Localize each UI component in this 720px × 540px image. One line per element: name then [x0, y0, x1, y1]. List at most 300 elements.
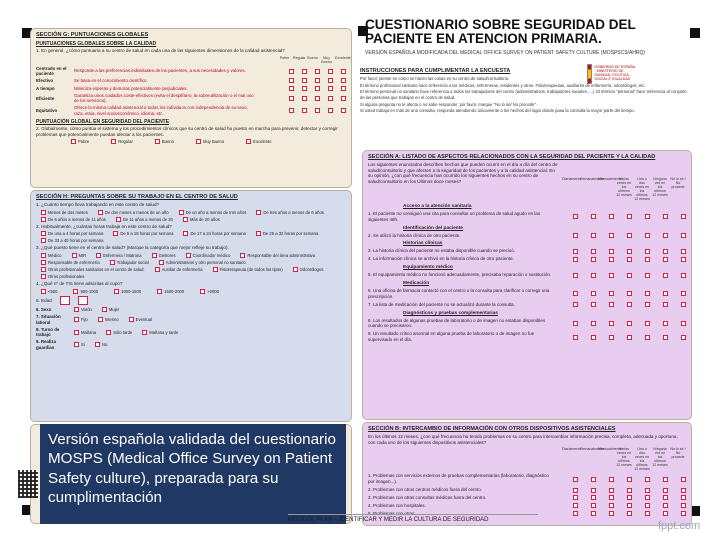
- checkbox[interactable]: [609, 273, 614, 278]
- checkbox[interactable]: [681, 477, 686, 482]
- checkbox[interactable]: [98, 317, 103, 322]
- checkbox[interactable]: [681, 488, 686, 493]
- checkbox[interactable]: [591, 214, 596, 219]
- checkbox[interactable]: [41, 253, 46, 258]
- checkbox[interactable]: [591, 511, 596, 516]
- checkbox[interactable]: [627, 291, 632, 296]
- checkbox[interactable]: [609, 257, 614, 262]
- checkbox[interactable]: [102, 307, 107, 312]
- checkbox[interactable]: [315, 86, 320, 91]
- question: 4. ¿Qué nº de TIS tiene adscritas al cupo?: [36, 281, 123, 287]
- row-label: A tiempo: [36, 85, 55, 91]
- option-label: Enfermera / Matrona: [103, 253, 142, 259]
- checkbox[interactable]: [627, 503, 632, 508]
- page-footer: MEDICOL PLAN – IDENTIFICAR Y MEDIR LA CULTURA DE SEGURIDAD: [288, 514, 538, 523]
- checkbox[interactable]: [573, 511, 578, 516]
- option-group: [31, 230, 351, 244]
- option-label: Sólo tarde: [113, 329, 133, 335]
- checkbox[interactable]: [627, 273, 632, 278]
- scale-option: Excelente: [253, 139, 272, 145]
- checkbox[interactable]: [645, 495, 650, 500]
- registration-mark-top-right: [690, 28, 700, 38]
- checkbox[interactable]: [681, 511, 686, 516]
- checkbox[interactable]: [328, 108, 333, 113]
- frequency-label: Diariamente: [562, 176, 582, 181]
- checkbox[interactable]: [573, 249, 578, 254]
- checkbox[interactable]: [627, 233, 632, 238]
- checkbox[interactable]: [681, 257, 686, 262]
- section-a-title: SECCIÓN A: LISTADO DE ASPECTOS RELACIONADOS CON LA SEGURIDAD DEL PACIENTE Y LA CALIDAD: [368, 154, 656, 160]
- checkbox[interactable]: [609, 503, 614, 508]
- question-label: 8. Turno de trabajo: [36, 326, 60, 338]
- checkbox[interactable]: [591, 249, 596, 254]
- checkbox[interactable]: [663, 291, 668, 296]
- frequency-label: Semanalmente: [580, 176, 605, 181]
- question-employment: [31, 313, 351, 326]
- checkbox[interactable]: [591, 273, 596, 278]
- checkbox[interactable]: [315, 108, 320, 113]
- checkbox[interactable]: [200, 289, 205, 294]
- checkbox[interactable]: [41, 260, 46, 265]
- checkbox[interactable]: [289, 108, 294, 113]
- option-label: De 5 a 16 horas por semana: [120, 231, 174, 237]
- scale-label: Pobre: [279, 55, 290, 60]
- quality-row: [31, 104, 351, 117]
- group-heading: Diagnósticos y pruebas complementarias: [403, 310, 498, 316]
- checklist-row: [363, 247, 691, 255]
- checkbox[interactable]: [681, 233, 686, 238]
- checkbox[interactable]: [573, 503, 578, 508]
- option-group: [31, 209, 351, 223]
- question: 3. ¿Qué puesto tiene en el centro de salud? (Marque la categoría que mejor refleje su trabajo).: [36, 245, 229, 251]
- checkbox[interactable]: [609, 495, 614, 500]
- section-b-title: SECCIÓN B: INTERCAMBIO DE INFORMACIÓN CON OTROS DISPOSITIVOS ASISTENCIALES: [368, 426, 616, 432]
- section-g-title: SECCIÓN G: PUNTUACIONES GLOBALES: [36, 32, 149, 38]
- checkbox[interactable]: [152, 253, 157, 258]
- checkbox[interactable]: [609, 214, 614, 219]
- checkbox[interactable]: [663, 477, 668, 482]
- checkbox[interactable]: [645, 511, 650, 516]
- checkbox[interactable]: [645, 321, 650, 326]
- checkbox[interactable]: [289, 78, 294, 83]
- frequency-label: No lo sé / No procede: [670, 176, 686, 189]
- checkbox[interactable]: [41, 274, 46, 279]
- checkbox[interactable]: [681, 495, 686, 500]
- instruction-line: El término personal no sanitario hace referencia a todos los trabajadores del centro (administrativos, trabajadores sociales, ...). El término "personal" hace referencia al conjunto de las personas que trabajan en el centro de salud.: [360, 89, 687, 101]
- checkbox[interactable]: [573, 257, 578, 262]
- frequency-label: Ninguna vez en los últimos 12 meses: [652, 176, 668, 197]
- checkbox[interactable]: [573, 233, 578, 238]
- checkbox[interactable]: [663, 495, 668, 500]
- checkbox[interactable]: [98, 210, 103, 215]
- item-text: 1. Problemas con servicios externos de pruebas complementarias (laboratorio, diagnóstico por imagen...).: [368, 473, 549, 485]
- checkbox[interactable]: [315, 78, 320, 83]
- section-g-question-2: 2. Globalmente, cómo puntúa el sistema y los procedimientos clínicos que su centro de salud ha puesto en marcha para prevenir, detectar y corregir problemas que potencialmente puedan afectar a los pacientes.: [36, 125, 338, 137]
- option-label: No: [101, 342, 108, 348]
- checkbox[interactable]: [74, 317, 79, 322]
- checkbox[interactable]: [591, 488, 596, 493]
- checkbox[interactable]: [302, 78, 307, 83]
- checkbox[interactable]: [591, 321, 596, 326]
- scale-option: Muy Bueno: [202, 139, 225, 145]
- option-label: De 25 a 32 horas por semana: [262, 231, 319, 237]
- section-h-title: SECCIÓN H: PREGUNTAS SOBRE SU TRABAJO EN EL CENTRO DE SALUD: [36, 194, 238, 200]
- option-label: 1000-1500: [121, 288, 142, 294]
- row-label: Eficiente: [36, 95, 55, 101]
- option-label: >2000: [207, 288, 219, 294]
- checkbox[interactable]: [645, 233, 650, 238]
- option-label: Responsable de enfermería: [48, 260, 100, 266]
- checkbox[interactable]: [609, 233, 614, 238]
- checkbox[interactable]: [315, 96, 320, 101]
- checkbox[interactable]: [591, 503, 596, 508]
- checkbox[interactable]: [159, 260, 164, 265]
- checkbox[interactable]: [609, 511, 614, 516]
- checkbox[interactable]: [627, 302, 632, 307]
- checkbox[interactable]: [627, 335, 632, 340]
- checkbox[interactable]: [129, 317, 134, 322]
- checkbox[interactable]: [663, 503, 668, 508]
- checkbox[interactable]: [328, 86, 333, 91]
- checkbox[interactable]: [341, 86, 346, 91]
- option-label: De 17 a 24 horas por semana: [190, 231, 246, 237]
- checkbox[interactable]: [328, 69, 333, 74]
- quality-row: [31, 77, 351, 84]
- row-label: Efectivo: [36, 78, 54, 84]
- checkbox[interactable]: [183, 231, 188, 236]
- checkbox[interactable]: [573, 273, 578, 278]
- checkbox[interactable]: [681, 503, 686, 508]
- checkbox[interactable]: [663, 488, 668, 493]
- checkbox[interactable]: [681, 335, 686, 340]
- checkbox[interactable]: [289, 96, 294, 101]
- frequency-label: Una o dos veces en los últimos 12 meses: [634, 447, 650, 472]
- quality-row: [31, 85, 351, 92]
- checkbox[interactable]: [341, 69, 346, 74]
- checkbox[interactable]: [645, 257, 650, 262]
- row-text: Garantiza unos cuidados coste-efectivos (evita el despilfarro, la sobreutilización o el mal uso de los servicios).: [74, 92, 254, 104]
- checkbox[interactable]: [113, 231, 118, 236]
- checkbox[interactable]: [627, 214, 632, 219]
- group-heading: Historias clínicas: [403, 241, 443, 247]
- quality-row: [31, 65, 351, 78]
- checkbox[interactable]: [663, 335, 668, 340]
- checkbox[interactable]: [609, 302, 614, 307]
- checkbox[interactable]: [256, 231, 261, 236]
- option-label: Gestores: [158, 253, 176, 259]
- item-text: 5. El equipamiento médico no funcionó adecuadamente, precisaba reparación o sustitución.: [368, 272, 552, 278]
- checkbox[interactable]: [302, 69, 307, 74]
- option-label: Varón: [81, 307, 92, 313]
- question: 2. Habitualmente, ¿cuántas horas trabaja en este centro de salud?: [36, 223, 172, 229]
- checkbox[interactable]: [341, 96, 346, 101]
- section-g-global-scores: [30, 28, 352, 188]
- checkbox[interactable]: [681, 321, 686, 326]
- survey-subtitle: VERSIÓN ESPAÑOLA MODIFICADA DEL MEDICAL OFFICE SURVEY ON PATIENT SAFETY CULTURE (MOSPSCS/AHRQ): [365, 50, 646, 56]
- frequency-label: Varias veces en los últimos 12 meses: [616, 176, 632, 197]
- exchange-row: [363, 494, 691, 502]
- checkbox[interactable]: [591, 302, 596, 307]
- checkbox[interactable]: [302, 108, 307, 113]
- item-text: 4. Problemas con hospitales.: [368, 502, 426, 508]
- checkbox[interactable]: [609, 335, 614, 340]
- checklist-row: [363, 330, 691, 344]
- row-text: Responde a las preferencias individuales de los pacientes, a sus necesidades y valores.: [74, 68, 246, 74]
- option-label: De una a 4 horas por semana: [48, 231, 104, 237]
- checkbox[interactable]: [95, 342, 100, 347]
- option-label: De 11 años a menos de 20: [122, 216, 173, 222]
- option-label: Mañana y tarde: [149, 329, 179, 335]
- frequency-label: Ninguna vez en los últimos 12 meses: [652, 447, 668, 468]
- survey-title: CUESTIONARIO SOBRE SEGURIDAD DEL PACIENTE EN ATENCION PRIMARIA.: [365, 17, 636, 47]
- checkbox[interactable]: [645, 488, 650, 493]
- item-text: 1. El paciente no consiguió una cita para consultar un problema de salud agudo en las siguientes 48h.: [368, 210, 541, 222]
- checkbox[interactable]: [302, 96, 307, 101]
- option-label: De tres años a menos de 6 años: [263, 209, 324, 215]
- option-label: Responsable del área administrativa: [247, 253, 316, 259]
- checkbox[interactable]: [663, 214, 668, 219]
- checkbox[interactable]: [681, 214, 686, 219]
- checkbox[interactable]: [328, 78, 333, 83]
- scale-label: Muy Bueno: [321, 55, 332, 64]
- checkbox[interactable]: [179, 210, 184, 215]
- checkbox[interactable]: [663, 257, 668, 262]
- checkbox[interactable]: [573, 214, 578, 219]
- checkbox[interactable]: [293, 267, 298, 272]
- checkbox[interactable]: [41, 267, 46, 272]
- checkbox[interactable]: [609, 488, 614, 493]
- checkbox[interactable]: [681, 302, 686, 307]
- checkbox[interactable]: [609, 321, 614, 326]
- instructions-heading: INSTRUCCIONES PARA CUMPLIMENTAR LA ENCUESTA: [360, 68, 511, 74]
- option-label: Sí: [81, 342, 85, 348]
- question-sex: [31, 306, 351, 313]
- checkbox[interactable]: [627, 257, 632, 262]
- checkbox[interactable]: [645, 335, 650, 340]
- checkbox[interactable]: [591, 477, 596, 482]
- checkbox[interactable]: [591, 495, 596, 500]
- section-g-question-1: 1. En general, ¿cómo puntuaría a su centro de salud en cada una de las siguientes dimensiones de la calidad asistencial?: [36, 48, 285, 53]
- checkbox[interactable]: [645, 273, 650, 278]
- group-heading: Equipamiento médico: [403, 265, 453, 271]
- question-shift: [31, 326, 351, 339]
- footer-text: IDENTIFICAR Y MEDIR LA CULTURA DE SEGURIDAD: [339, 517, 489, 523]
- checkbox[interactable]: [157, 289, 162, 294]
- checklist-row: [363, 271, 691, 279]
- option-label: Interino: [104, 316, 119, 322]
- checkbox[interactable]: [573, 321, 578, 326]
- option-label: MIR: [78, 253, 87, 259]
- item-text: 3. La historia clínica del paciente no estaba disponible cuando se precisó.: [368, 248, 515, 254]
- checkbox[interactable]: [41, 217, 46, 222]
- checkbox[interactable]: [663, 302, 668, 307]
- checkbox[interactable]: [289, 69, 294, 74]
- checkbox[interactable]: [41, 289, 46, 294]
- checkbox[interactable]: [106, 330, 111, 335]
- section-b-intro: En los últimos 12 meses, ¿con qué frecuencia ha tenido problemas en su centro para intercambiar información precisa, completa, adecuada y oportuna, con cada uno de los siguientes dispositivos asistenciales?: [368, 434, 678, 445]
- option-label: Mujer: [108, 307, 120, 313]
- checkbox[interactable]: [111, 139, 116, 144]
- checkbox[interactable]: [186, 253, 191, 258]
- option-label: Fisioterapeuta (de todos los tipos): [219, 267, 283, 273]
- scale-option: Bueno: [161, 139, 174, 145]
- instruction-line: Si alguna pregunta no le afecta o no sabe responder, por favor, marque "No lo sé/ No procede".: [360, 101, 538, 107]
- quality-row: [31, 92, 351, 105]
- checkbox[interactable]: [155, 267, 160, 272]
- instruction-line: Por favor, piense en cómo se hacen las cosas en su centro de salud/consultorio.: [360, 76, 510, 81]
- checklist-row: [363, 287, 691, 301]
- option-label: Mañana: [81, 329, 97, 335]
- scale-label: Regular: [293, 55, 306, 60]
- checkbox[interactable]: [41, 231, 46, 236]
- checkbox[interactable]: [663, 249, 668, 254]
- exchange-row: [363, 486, 691, 494]
- section-g-subtitle: PUNTUACIONES GLOBALES SOBRE LA CALIDAD: [36, 41, 157, 47]
- checkbox[interactable]: [573, 495, 578, 500]
- scale-label: Bueno: [307, 55, 318, 60]
- checkbox[interactable]: [73, 289, 78, 294]
- instructions-block: [360, 66, 690, 146]
- checkbox[interactable]: [328, 96, 333, 101]
- section-b-information-exchange: [362, 422, 692, 526]
- checkbox[interactable]: [591, 257, 596, 262]
- checklist-row: [363, 255, 691, 263]
- checkbox[interactable]: [573, 291, 578, 296]
- checkbox[interactable]: [627, 321, 632, 326]
- checkbox[interactable]: [114, 289, 119, 294]
- checkbox[interactable]: [663, 511, 668, 516]
- checkbox[interactable]: [96, 253, 101, 258]
- question-label: 7. Situación laboral: [36, 314, 61, 325]
- checkbox[interactable]: [74, 330, 79, 335]
- checkbox[interactable]: [71, 139, 76, 144]
- checkbox[interactable]: [609, 249, 614, 254]
- option-label: Más de 20 años: [189, 216, 220, 222]
- checkbox[interactable]: [681, 291, 686, 296]
- exchange-row: [363, 502, 691, 510]
- option-label: Coordinador médico: [192, 253, 231, 259]
- checkbox[interactable]: [627, 495, 632, 500]
- option-label: Administrativos y otro personal no sanitario: [165, 260, 246, 266]
- option-label: 500-1000: [80, 288, 99, 294]
- frequency-label: Semanalmente: [580, 447, 605, 452]
- instruction-line: El término profesional sanitario hace referencia a los médicos, enfermeras, residentes y otros. Fisioterapeutas, auxiliares de enfermería, odontólogos, etc.: [360, 82, 646, 88]
- checkbox[interactable]: [681, 273, 686, 278]
- checklist-row: [363, 210, 691, 224]
- frequency-label: No lo sé / No procede: [670, 447, 686, 460]
- checkbox[interactable]: [681, 249, 686, 254]
- section-a-safety-checklist: [362, 150, 692, 420]
- checkbox[interactable]: [116, 217, 121, 222]
- checkbox[interactable]: [240, 253, 245, 258]
- checkbox[interactable]: [591, 335, 596, 340]
- checkbox[interactable]: [341, 78, 346, 83]
- row-text: Ofrece la misma calidad asistencial a todos los individuos con independencia de su sexo, raza, etnia, nivel socioeconómico, idioma, etc.: [74, 105, 248, 116]
- checkbox[interactable]: [591, 291, 596, 296]
- checkbox[interactable]: [41, 238, 46, 243]
- checkbox[interactable]: [645, 477, 650, 482]
- checkbox[interactable]: [142, 330, 147, 335]
- checkbox[interactable]: [256, 210, 261, 215]
- checkbox[interactable]: [627, 249, 632, 254]
- watermark: fppt.com: [658, 520, 701, 532]
- checkbox[interactable]: [196, 139, 201, 144]
- checkbox[interactable]: [302, 86, 307, 91]
- checklist-row: [363, 317, 691, 331]
- frequency-header: [363, 446, 691, 472]
- checkbox[interactable]: [663, 233, 668, 238]
- checkbox[interactable]: [627, 477, 632, 482]
- checkbox[interactable]: [573, 302, 578, 307]
- option-label: Menos de dos meses: [48, 209, 88, 215]
- checkbox[interactable]: [663, 321, 668, 326]
- checkbox[interactable]: [645, 302, 650, 307]
- checkbox[interactable]: [663, 273, 668, 278]
- qr-code: [18, 470, 38, 498]
- checkbox[interactable]: [645, 503, 650, 508]
- option-label: Médico: [48, 253, 62, 259]
- age-digit-input[interactable]: [60, 296, 70, 305]
- scale-option: Pobre: [78, 139, 90, 145]
- checkbox[interactable]: [155, 139, 160, 144]
- checkbox[interactable]: [627, 488, 632, 493]
- option-group: [31, 252, 351, 280]
- age-digit-input[interactable]: [78, 296, 88, 305]
- footer-prefix: MEDICOL PLAN: [288, 517, 333, 523]
- checkbox[interactable]: [110, 260, 115, 265]
- checkbox[interactable]: [246, 139, 251, 144]
- checkbox[interactable]: [627, 511, 632, 516]
- option-label: <500: [48, 288, 58, 294]
- checkbox[interactable]: [74, 342, 79, 347]
- checkbox[interactable]: [213, 267, 218, 272]
- ministry-name: GOBIERNO DE ESPAÑA · MINISTERIO DE SANIDAD, POLÍTICA SOCIAL E IGUALDAD: [594, 65, 635, 81]
- row-text: Se basa en el conocimiento científico.: [74, 78, 148, 84]
- instruction-line: Si usted trabaja en más de una consulta, responda atendiendo únicamente a los hechos del lugar donde pasa la consulta la mayor parte del tiempo.: [360, 108, 635, 114]
- checklist-row: [363, 232, 691, 240]
- option-label: De 33 a 40 horas por semana: [48, 238, 104, 244]
- checkbox[interactable]: [591, 233, 596, 238]
- checkbox[interactable]: [72, 253, 77, 258]
- checkbox[interactable]: [289, 86, 294, 91]
- checkbox[interactable]: [41, 210, 46, 215]
- option-label: De 6 años a menos de 11 años: [48, 216, 106, 222]
- item-text: 5. Problemas con otras...: [368, 510, 419, 516]
- option-group: [31, 288, 351, 295]
- checkbox[interactable]: [341, 108, 346, 113]
- checkbox[interactable]: [183, 217, 188, 222]
- frequency-label: Diariamente: [562, 447, 582, 452]
- checkbox[interactable]: [645, 214, 650, 219]
- checkbox[interactable]: [645, 291, 650, 296]
- option-label: Otros profesionales: [48, 274, 85, 280]
- option-label: Otros profesionales sanitarios en el centro de salud:: [48, 267, 145, 273]
- item-text: 2. Problemas con otros centros médicos fuera del centro.: [368, 487, 483, 493]
- checkbox[interactable]: [645, 249, 650, 254]
- checkbox[interactable]: [609, 477, 614, 482]
- exchange-row: [363, 472, 691, 486]
- checkbox[interactable]: [573, 488, 578, 493]
- option-label: 1500-2000: [164, 288, 185, 294]
- group-heading: Acceso a la atención sanitaria: [403, 203, 472, 209]
- checklist-row: [363, 301, 691, 309]
- checkbox[interactable]: [573, 477, 578, 482]
- checkbox[interactable]: [609, 291, 614, 296]
- checkbox[interactable]: [315, 69, 320, 74]
- checkbox[interactable]: [74, 307, 79, 312]
- question: 1. ¿Cuánto tiempo lleva trabajando en este centro de salud?: [36, 202, 160, 207]
- checkbox[interactable]: [573, 335, 578, 340]
